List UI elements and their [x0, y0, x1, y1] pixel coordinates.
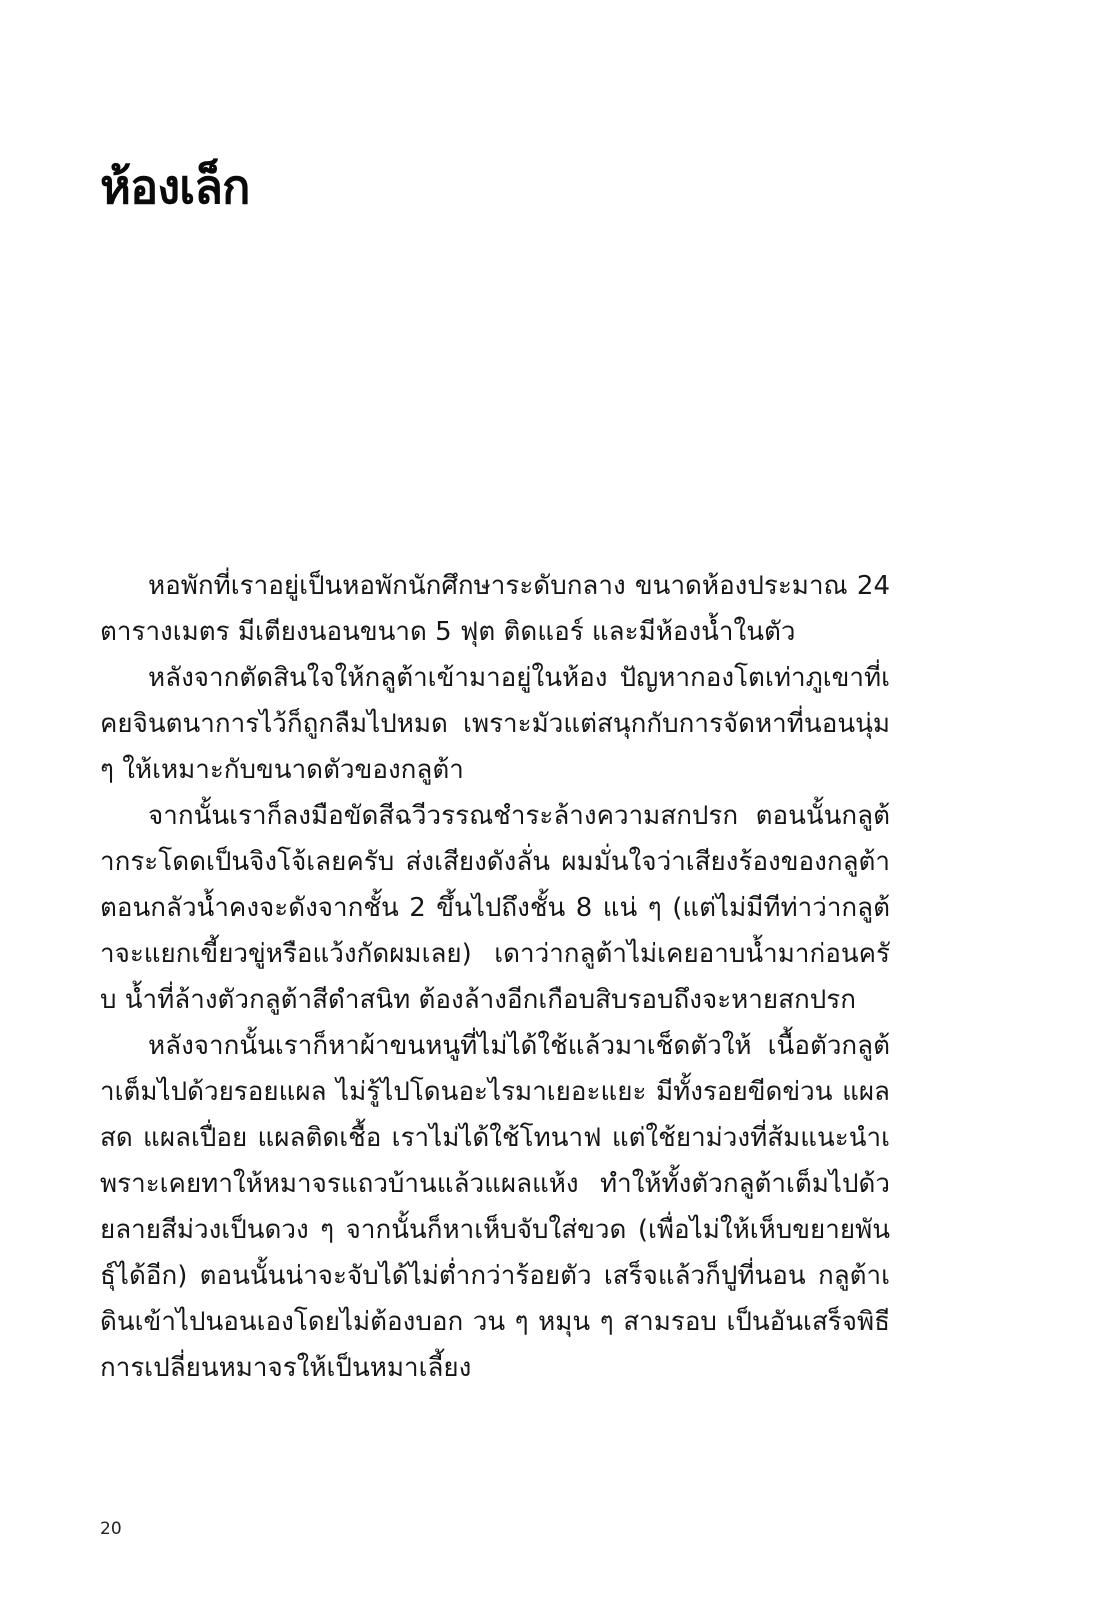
body-text [100, 563, 890, 1391]
page-number: 20 [100, 1519, 122, 1539]
paragraph-4: หลังจากนั้นเราก็หาผ้าขนหนูที่ไม่ได้ใช้แล้วมาเช็ดตัวให้ เนื้อตัวกลูต้าเต็มไปด้วยรอยแผล ไม่รู้ไปโดนอะไรมาเยอะแยะ มีทั้งรอยขีดข่วน แผลสด แผลเปื่อย แผลติดเชื้อ เราไม่ได้ใช้โทนาฟ แต่ใช้ยาม่วงที่ส้มแนะนำเพราะเคยทาให้หมาจรแถวบ้านแล้วแผลแห้ง ทำให้ทั้งตัวกลูต้าเต็มไปด้วยลายสีม่วงเป็นดวง ๆ จากนั้นก็หาเห็บจับใส่ขวด (เพื่อไม่ให้เห็บขยายพันธุ์ได้อีก) ตอนนั้นน่าจะจับได้ไม่ต่ำกว่าร้อยตัว เสร็จแล้วก็ปูที่นอน กลูต้าเดินเข้าไปนอนเองโดยไม่ต้องบอก วน ๆ หมุน ๆ สามรอบ เป็นอันเสร็จพิธีการเปลี่ยนหมาจรให้เป็นหมาเลี้ยง [100, 1031, 890, 1383]
paragraph-2: หลังจากตัดสินใจให้กลูต้าเข้ามาอยู่ในห้อง ปัญหากองโตเท่าภูเขาที่เคยจินตนาการไว้ก็ถูกลืมไปหมด เพราะมัวแต่สนุกกับการจัดหาที่นอนนุ่ม ๆ ให้เหมาะกับขนาดตัวของกลูต้า [100, 663, 890, 785]
page-title: ห้องเล็ก [100, 160, 250, 215]
paragraph-3: จากนั้นเราก็ลงมือขัดสีฉวีวรรณชำระล้างความสกปรก ตอนนั้นกลูต้ากระโดดเป็นจิงโจ้เลยครับ ส่งเสียงดังลั่น ผมมั่นใจว่าเสียงร้องของกลูต้าตอนกลัวน้ำคงจะดังจากชั้น 2 ขึ้นไปถึงชั้น 8 แน่ ๆ (แต่ไม่มีทีท่าว่ากลูต้าจะแยกเขี้ยวขู่หรือแว้งกัดผมเลย) เดาว่ากลูต้าไม่เคยอาบน้ำมาก่อนครับ น้ำที่ล้างตัวกลูต้าสีดำสนิท ต้องล้างอีกเกือบสิบรอบถึงจะหายสกปรก [100, 801, 890, 1015]
paragraph-1: หอพักที่เราอยู่เป็นหอพักนักศึกษาระดับกลาง ขนาดห้องประมาณ 24 ตารางเมตร มีเตียงนอนขนาด 5 ฟุต ติดแอร์ และมีห้องน้ำในตัว [100, 571, 890, 647]
